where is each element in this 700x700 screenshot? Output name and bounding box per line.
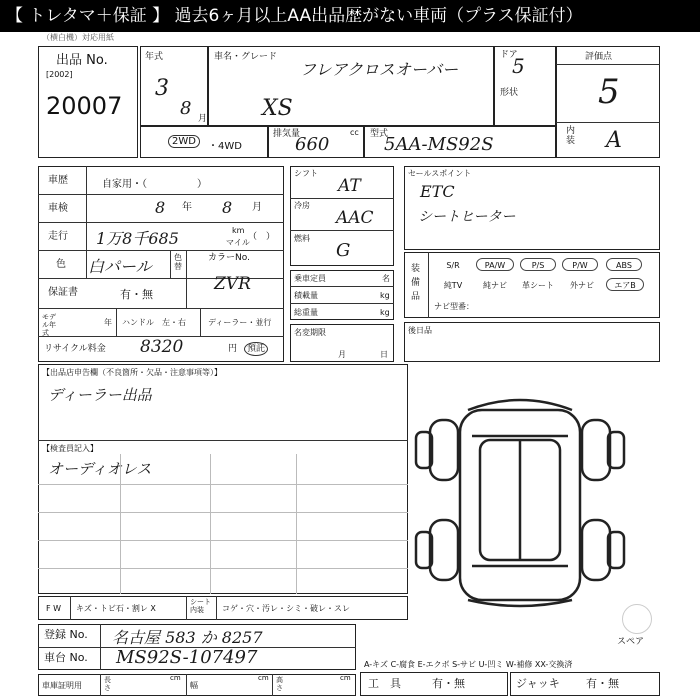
- mileage-paren: （ ）: [248, 232, 276, 242]
- interior-value: A: [606, 128, 622, 153]
- doors-label: ドア: [500, 50, 518, 60]
- score-divider-mid: [556, 122, 660, 123]
- cert-height: 高さ: [276, 676, 283, 692]
- cert-div-3: [272, 674, 273, 696]
- model-grade: XS: [262, 96, 293, 121]
- saf-div-1: [290, 198, 394, 199]
- cert-div-2: [186, 674, 187, 696]
- equip-ps: P/S: [520, 258, 556, 271]
- capacity-pass-unit: 名: [382, 274, 390, 283]
- shift-label: シフト: [294, 169, 318, 178]
- reg-col: [100, 624, 101, 670]
- capacity-gross-unit: kg: [380, 308, 390, 317]
- notes-row-2: [38, 512, 408, 513]
- chassis-value: MS92S-107497: [116, 647, 258, 668]
- color-change-left: [170, 250, 171, 278]
- warranty-value: 有・無: [120, 288, 153, 301]
- warranty-label: 保証書: [48, 287, 78, 298]
- cert-length: 長さ: [104, 676, 111, 692]
- equip-nav-model: ナビ型番：: [434, 302, 474, 311]
- model-code-label: 型式: [370, 129, 389, 139]
- score-label: 評価点: [585, 52, 613, 62]
- equip-ext-nav: 外ナビ: [570, 281, 594, 290]
- ac-label: 冷房: [294, 201, 310, 210]
- model-name: フレアクロスオーバー: [300, 60, 459, 79]
- notes-col-3: [296, 454, 297, 594]
- equip-pw: P/W: [562, 258, 598, 271]
- sales-point-2: シートヒーター: [418, 209, 516, 225]
- fuel-label: 燃料: [294, 234, 310, 243]
- cap-div-1: [290, 286, 394, 287]
- model-year-unit: 年: [104, 318, 112, 327]
- cut-header: （横白機）対応用紙: [42, 33, 114, 42]
- notes-col-2: [210, 454, 211, 594]
- year-label: 年式: [145, 52, 164, 62]
- model-year-label: モデル年式: [42, 313, 56, 337]
- notes-row-1: [38, 484, 408, 485]
- row-div-5: [38, 308, 284, 309]
- doors-value: 5: [512, 54, 525, 78]
- recycle-unit: 円: [228, 344, 238, 354]
- left-rear-fender: [430, 520, 458, 580]
- capacity-load-unit: kg: [380, 291, 390, 300]
- mileage-mile: マイル: [226, 238, 250, 247]
- front-bumper: [468, 400, 572, 410]
- row-div-2: [38, 222, 284, 223]
- mileage-label: 走行: [48, 231, 68, 242]
- color-value: 白パール: [88, 257, 152, 276]
- chassis-label: 車台 No.: [44, 651, 88, 664]
- my-div-2: [200, 308, 201, 336]
- jack-label: ジャッキ: [516, 677, 560, 690]
- lot-number: 20007: [46, 92, 123, 120]
- interior-label: 内装: [566, 126, 576, 146]
- equipment-label: 装備品: [411, 264, 421, 302]
- fuel-value: G: [336, 240, 351, 261]
- name-change-day: 日: [380, 350, 388, 359]
- notes-div: [38, 440, 408, 441]
- fw-label: F W: [46, 604, 62, 613]
- fw-div-2: [186, 596, 187, 620]
- left-front-fender: [430, 420, 458, 480]
- history-box: [38, 166, 284, 362]
- equip-sr: S/R: [446, 261, 460, 270]
- inspection-label: 車検: [48, 203, 68, 214]
- drive-2wd: 2WD: [168, 135, 200, 148]
- model-label: 車名・グレード: [214, 52, 278, 62]
- year-bottom: 8: [180, 98, 192, 119]
- right-front-fender: [582, 420, 610, 480]
- jack-value: 有・無: [586, 677, 619, 690]
- name-change-label: 名変期限: [294, 328, 326, 337]
- cert-length-unit: cm: [170, 674, 181, 682]
- registration-label: 登録 No.: [44, 628, 88, 641]
- history-options: 自家用・（ ）: [102, 179, 207, 190]
- car-diagram: [410, 380, 630, 610]
- lot-label: 出品 No.: [56, 53, 108, 68]
- row-div-1: [38, 194, 284, 195]
- inspection-month: 8: [222, 198, 233, 217]
- name-change-month: 月: [338, 350, 346, 359]
- shift-value: AT: [338, 176, 361, 196]
- color-change-right: [186, 250, 187, 308]
- history-label: 車歴: [48, 175, 68, 186]
- cert-width: 幅: [190, 681, 198, 690]
- equip-abs: ABS: [606, 258, 642, 271]
- ac-value: AAC: [336, 208, 374, 228]
- inspector-notes-value: オーディオレス: [48, 460, 152, 478]
- post-date-box: [404, 322, 660, 362]
- spare-label: スペア: [617, 637, 645, 647]
- sales-points-label: セールスポイント: [408, 169, 472, 178]
- notes-row-3: [38, 540, 408, 541]
- equip-div: [428, 252, 429, 318]
- recycle-status: 預託: [244, 342, 268, 356]
- lot-stamp: [2002]: [46, 70, 73, 79]
- inspection-year-unit: 年: [182, 202, 192, 213]
- inspection-month-unit: 月: [252, 202, 262, 213]
- fw-div-3: [216, 596, 217, 620]
- cert-width-unit: cm: [258, 674, 269, 682]
- equip-airbag: エアB: [606, 278, 644, 291]
- exhibitor-notes-value: ディーラー出品: [48, 386, 152, 404]
- notes-col-1: [120, 454, 121, 594]
- post-date-label: 後日品: [408, 326, 432, 335]
- year-top: 3: [155, 76, 169, 101]
- equip-leather: 革シート: [522, 281, 554, 290]
- color-code-label: カラーNo.: [208, 253, 250, 263]
- fw-seat: シート内装: [190, 598, 211, 614]
- color-label: 色: [56, 259, 66, 270]
- equip-nav: 純ナビ: [483, 281, 507, 290]
- tools-label: 工 具: [368, 677, 401, 690]
- model-year-dealer: ディーラー・並行: [208, 318, 272, 327]
- inspection-year: 8: [155, 198, 166, 217]
- right-rear-fender: [582, 520, 610, 580]
- drive-box: [140, 126, 268, 158]
- damage-legend: A-キズ C-腐食 E-エクボ S-サビ U-凹ミ W-補修 XX-交換済: [364, 660, 573, 669]
- cert-height-unit: cm: [340, 674, 351, 682]
- saf-div-2: [290, 230, 394, 231]
- notes-row-4: [38, 568, 408, 569]
- banner: 【 トレタマ＋保証 】 過去6ヶ月以上AA出品歴がない車両（プラス保証付）: [0, 0, 700, 32]
- displacement-value: 660: [295, 134, 330, 155]
- my-div-1: [116, 308, 117, 336]
- displacement-label: 排気量: [273, 129, 301, 139]
- cert-label: 車庫証明用: [42, 681, 82, 690]
- spare-circle: [622, 604, 652, 634]
- score-value: 5: [598, 72, 620, 112]
- displacement-unit: cc: [350, 128, 359, 137]
- year-month-unit: 月: [198, 114, 208, 124]
- cert-div-1: [100, 674, 101, 696]
- col-div-1: [86, 166, 87, 278]
- capacity-passengers: 乗車定員: [294, 274, 326, 283]
- equip-tv: 純TV: [443, 281, 463, 290]
- fw-marks-1: キズ・トビ石・割レ X: [76, 604, 156, 613]
- score-divider-top: [556, 64, 660, 65]
- sales-point-1: ETC: [420, 182, 455, 201]
- drive-4wd: ・4WD: [208, 141, 242, 152]
- inspector-notes-label: 【検査員記入】: [42, 444, 98, 453]
- shape-label: 形状: [500, 88, 519, 98]
- tools-value: 有・無: [432, 677, 465, 690]
- mileage-km: km: [232, 226, 245, 235]
- registration-value: 名古屋 583 か 8257: [112, 628, 263, 647]
- mileage-value: 1万8千685: [96, 229, 179, 248]
- capacity-gross: 総重量: [294, 308, 318, 317]
- color-change-label: 色替: [174, 253, 182, 271]
- color-code-value: ZVR: [214, 274, 251, 294]
- recycle-label: リサイクル料金: [44, 344, 106, 354]
- model-code-value: 5AA-MS92S: [384, 134, 494, 155]
- fw-marks-2: コゲ・穴・汚レ・シミ・破レ・スレ: [222, 604, 350, 613]
- exhibitor-notes-label: 【出品店申告欄（不良箇所・欠品・注意事項等）】: [42, 368, 222, 377]
- model-year-handle: ハンドル 左・右: [122, 318, 186, 327]
- row-div-3: [38, 250, 284, 251]
- fw-div-1: [70, 596, 71, 620]
- equip-paw: PA/W: [476, 258, 514, 271]
- capacity-load: 積載量: [294, 291, 318, 300]
- recycle-value: 8320: [140, 337, 184, 357]
- cap-div-2: [290, 303, 394, 304]
